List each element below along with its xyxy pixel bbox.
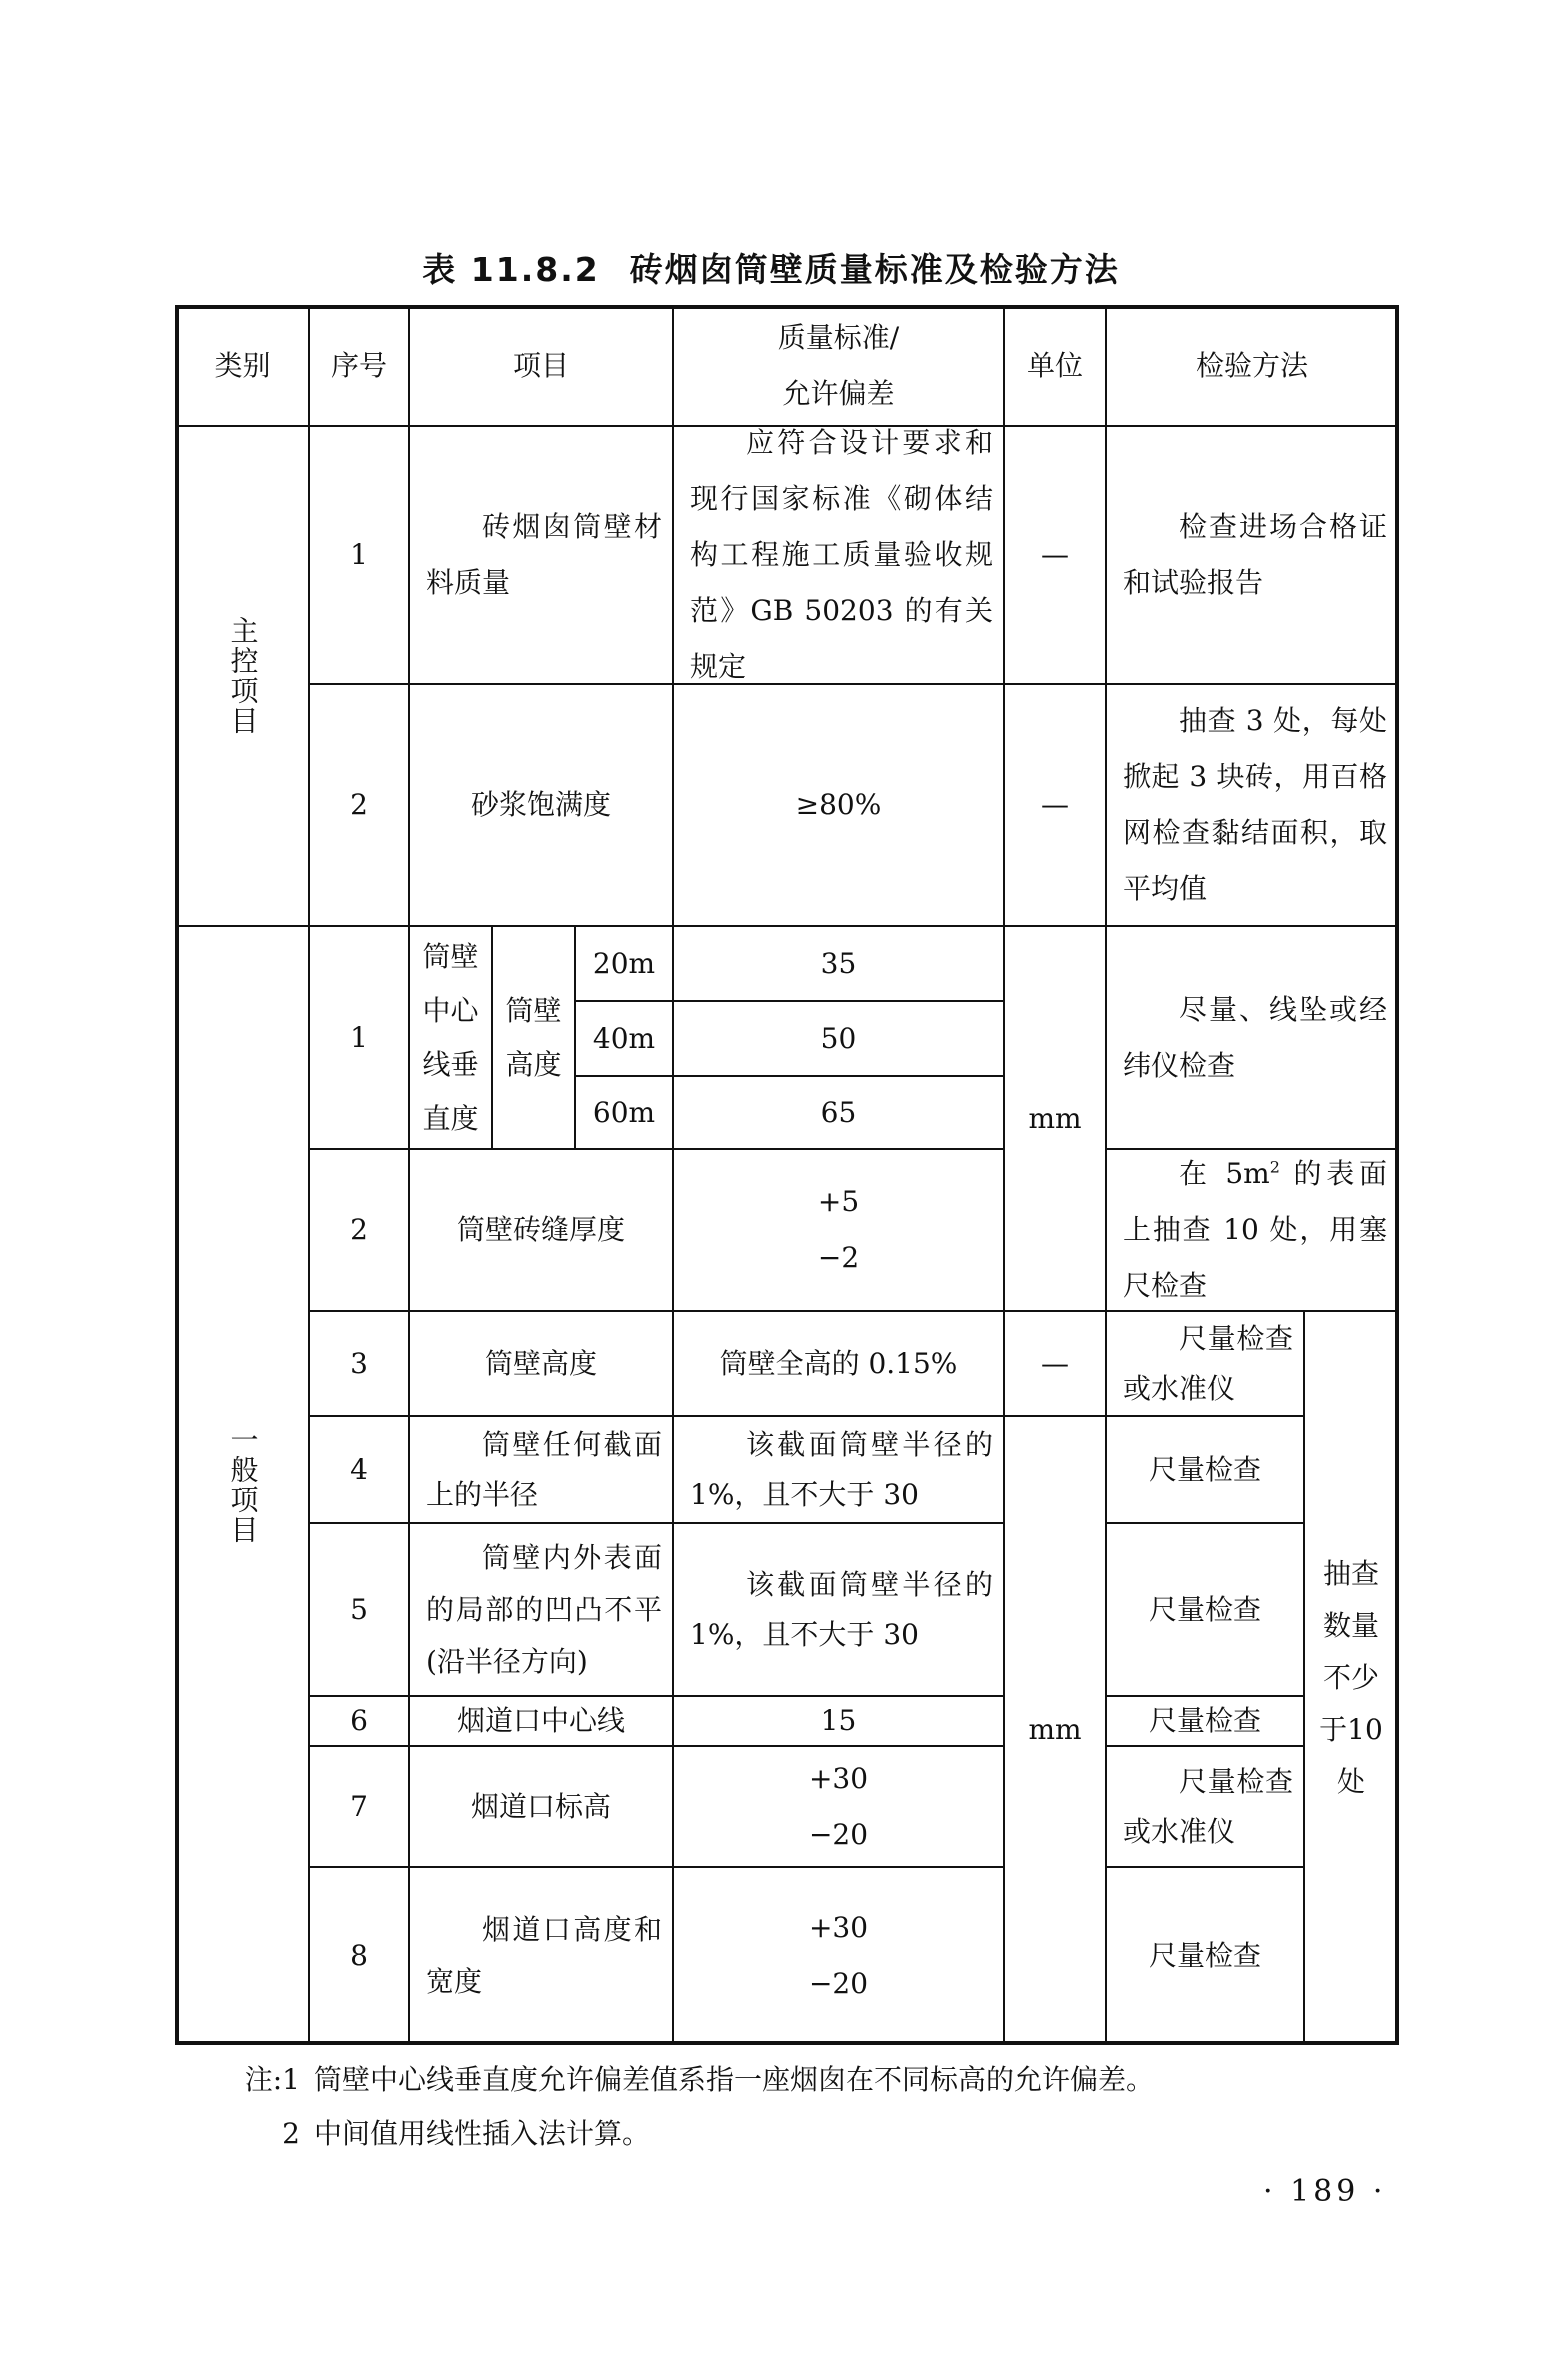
general-row4-item <box>408 1415 674 1524</box>
table-title-text: 砖烟囱筒壁质量标准及检验方法 <box>629 250 1120 289</box>
general-row8-seq <box>308 1866 410 2045</box>
general-row1-seq <box>308 925 410 1150</box>
seq-value: 6 <box>350 1704 368 1737</box>
general-row2-method <box>1105 1148 1399 1312</box>
sampling-quantity-note <box>1303 1310 1399 2045</box>
note-2-text: 中间值用线性插入法计算。 <box>314 2117 651 2150</box>
standard-text: 15 <box>820 1704 857 1737</box>
item-text: 烟道口标高 <box>470 1789 611 1823</box>
general-row3-method <box>1105 1310 1305 1417</box>
main-row2-method <box>1105 683 1399 927</box>
item-text: 砂浆饱满度 <box>470 788 611 821</box>
table-number: 表 11.8.2 <box>422 250 600 289</box>
minus-tolerance: −20 <box>808 1966 869 2000</box>
seq-value: 2 <box>350 788 368 821</box>
general-row1-value-20 <box>672 925 1005 1002</box>
category-main-control-label: 主控项目 <box>226 616 260 736</box>
height-value: 20m <box>592 946 656 980</box>
standard-text: ≥80% <box>795 788 882 821</box>
general-row8-item <box>408 1866 674 2045</box>
header-standard-line1: 质量标准/ <box>777 321 900 354</box>
note-1 <box>242 2053 1154 2107</box>
item-text: 筒壁高度 <box>484 1346 597 1380</box>
header-seq-label: 序号 <box>330 349 387 382</box>
general-row2-standard <box>672 1148 1005 1312</box>
general-row1-item-b <box>491 925 576 1150</box>
height-value: 60m <box>592 1095 656 1129</box>
method-text-pre: 在 5m <box>1179 1157 1270 1190</box>
item-text: 筒壁任何截面上的半径 <box>426 1427 662 1511</box>
header-category <box>175 305 310 427</box>
general-row5-seq <box>308 1522 410 1697</box>
standard-text: 应符合设计要求和现行国家标准《砌体结构工程施工质量验收规范》GB 50203 的有关规定 <box>690 426 993 683</box>
general-row1-item-a <box>408 925 493 1150</box>
general-row4-standard <box>672 1415 1005 1524</box>
item-text: 筒壁砖缝厚度 <box>456 1213 625 1246</box>
general-row2-item <box>408 1148 674 1312</box>
item-text: 烟道口高度和宽度 <box>426 1912 662 1998</box>
general-row5-item <box>408 1522 674 1697</box>
general-row7-seq <box>308 1745 410 1868</box>
general-row1-height-60 <box>574 1075 674 1150</box>
general-row6-method <box>1105 1695 1305 1747</box>
method-text: 尺量检查 <box>1148 1938 1261 1972</box>
method-text: 尽量、线坠或经纬仪检查 <box>1123 992 1387 1082</box>
main-row2-seq <box>308 683 410 927</box>
general-row5-standard <box>672 1522 1005 1697</box>
seq-value: 1 <box>350 1020 368 1054</box>
unit-value: mm <box>1028 1101 1082 1135</box>
header-standard <box>672 305 1005 427</box>
main-row2-item <box>408 683 674 927</box>
general-row6-item <box>408 1695 674 1747</box>
unit-value: — <box>1041 788 1069 821</box>
general-row7-standard <box>672 1745 1005 1868</box>
deviation-value: 35 <box>820 946 857 980</box>
plus-tolerance: +30 <box>808 1761 869 1795</box>
general-row3-unit <box>1003 1310 1107 1417</box>
unit-value: mm <box>1028 1713 1082 1746</box>
main-row1-unit <box>1003 425 1107 685</box>
general-row7-method <box>1105 1745 1305 1868</box>
seq-value: 7 <box>350 1789 368 1823</box>
method-text: 尺量检查 <box>1148 1452 1261 1486</box>
main-row1-method <box>1105 425 1399 685</box>
plus-tolerance: +30 <box>808 1910 869 1944</box>
minus-tolerance: −20 <box>808 1817 869 1851</box>
main-row1-seq <box>308 425 410 685</box>
minus-tolerance: −2 <box>817 1241 860 1274</box>
general-row8-method <box>1105 1866 1305 2045</box>
item-text: 筒壁内外表面的局部的凹凸不平(沿半径方向) <box>426 1540 662 1678</box>
general-row1-2-unit <box>1003 925 1107 1312</box>
seq-value: 1 <box>350 538 368 571</box>
plus-tolerance: +5 <box>817 1185 860 1218</box>
general-row3-item <box>408 1310 674 1417</box>
header-method-label: 检验方法 <box>1195 349 1308 382</box>
general-row5-method <box>1105 1522 1305 1697</box>
general-row1-method <box>1105 925 1399 1150</box>
header-method <box>1105 305 1399 427</box>
seq-value: 2 <box>350 1213 368 1246</box>
main-row1-item <box>408 425 674 685</box>
item-text: 筒壁中心线垂直度 <box>422 939 479 1135</box>
category-general-label: 一般项目 <box>226 1425 260 1545</box>
seq-value: 5 <box>350 1592 368 1626</box>
general-row7-item <box>408 1745 674 1868</box>
header-item-label: 项目 <box>512 349 569 382</box>
seq-value: 8 <box>350 1938 368 1972</box>
item-text: 烟道口中心线 <box>456 1704 625 1737</box>
deviation-value: 65 <box>820 1095 857 1129</box>
general-row1-height-20 <box>574 925 674 1002</box>
method-text: 尺量检查或水准仪 <box>1123 1321 1293 1405</box>
header-category-label: 类别 <box>214 349 271 382</box>
method-text: 检查进场合格证和试验报告 <box>1123 510 1387 599</box>
general-row2-seq <box>308 1148 410 1312</box>
category-main-control <box>175 425 310 927</box>
main-row1-standard <box>672 425 1005 685</box>
standard-text: 筒壁全高的 0.15% <box>719 1346 958 1380</box>
table-notes <box>242 2053 1154 2161</box>
main-row2-standard <box>672 683 1005 927</box>
general-row1-value-60 <box>672 1075 1005 1150</box>
method-text <box>1123 1146 1387 1314</box>
item-text: 筒壁高度 <box>505 993 562 1081</box>
main-row2-unit <box>1003 683 1107 927</box>
seq-value: 3 <box>350 1346 368 1380</box>
header-unit <box>1003 305 1107 427</box>
general-row3-standard <box>672 1310 1005 1417</box>
general-row4-8-unit <box>1003 1415 1107 2045</box>
standard-text: 该截面筒壁半径的 1%，且不大于 30 <box>690 1567 993 1651</box>
header-standard-line2: 允许偏差 <box>782 377 895 410</box>
unit-value: — <box>1041 1346 1069 1380</box>
general-row6-seq <box>308 1695 410 1747</box>
header-item <box>408 305 674 427</box>
method-text-post: 的表面上抽查 10 处，用塞尺检查 <box>1123 1157 1387 1302</box>
height-value: 40m <box>592 1021 656 1055</box>
item-text: 砖烟囱筒壁材料质量 <box>426 510 662 599</box>
note-2 <box>242 2107 1154 2161</box>
general-row6-standard <box>672 1695 1005 1747</box>
category-general <box>175 925 310 2045</box>
general-row4-method <box>1105 1415 1305 1524</box>
method-text: 尺量检查或水准仪 <box>1123 1764 1293 1848</box>
header-unit-label: 单位 <box>1026 349 1083 382</box>
superscript: 2 <box>1269 1157 1280 1177</box>
method-text: 尺量检查 <box>1148 1592 1261 1626</box>
note-1-text: 筒壁中心线垂直度允许偏差值系指一座烟囱在不同标高的允许偏差。 <box>314 2063 1155 2096</box>
page-number: · 189 · <box>1263 2174 1387 2209</box>
header-seq <box>308 305 410 427</box>
standard-text: 该截面筒壁半径的 1%，且不大于 30 <box>690 1427 993 1511</box>
sampling-note-text: 抽查数量不少于10处 <box>1319 1556 1383 1798</box>
general-row1-value-40 <box>672 1000 1005 1077</box>
seq-value: 4 <box>350 1452 368 1486</box>
deviation-value: 50 <box>820 1021 857 1055</box>
general-row4-seq <box>308 1415 410 1524</box>
unit-value: — <box>1041 538 1069 571</box>
note-1-label: 注:1 <box>244 2063 300 2096</box>
method-text: 抽查 3 处，每处掀起 3 块砖，用百格网检查黏结面积，取平均值 <box>1123 704 1387 905</box>
note-2-label: 2 <box>282 2117 300 2150</box>
general-row8-standard <box>672 1866 1005 2045</box>
general-row1-height-40 <box>574 1000 674 1077</box>
general-row3-seq <box>308 1310 410 1417</box>
method-text: 尺量检查 <box>1148 1704 1261 1737</box>
